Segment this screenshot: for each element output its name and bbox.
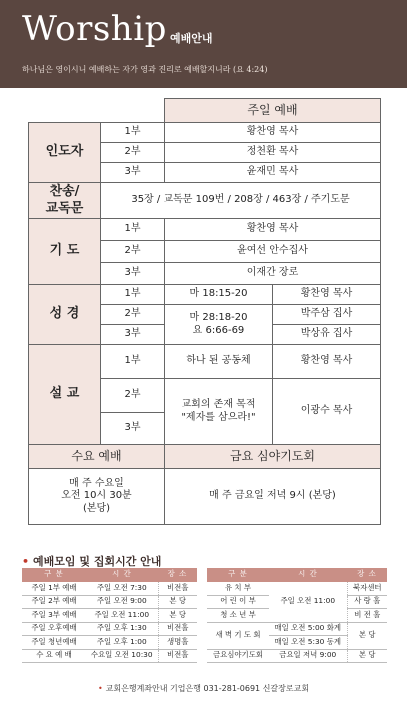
worship-table: [28, 98, 381, 525]
prayer-name: 황찬영 목사: [165, 219, 381, 241]
table-row: [22, 636, 197, 650]
col-header-name: 구 분: [22, 568, 86, 582]
event-name: 주일 오후예배: [22, 622, 86, 636]
table-row: [207, 622, 387, 636]
scripture-reader: 박주삼 집사: [273, 305, 381, 325]
scripture-ref-line2: 요 6:66-69: [192, 324, 245, 336]
event-place: 사 랑 홀: [347, 595, 387, 609]
col-header-time: 시 간: [269, 568, 347, 582]
friday-info: 매 주 금요일 저녁 9시 (본당): [165, 469, 381, 525]
col-header-name: 구 분: [207, 568, 269, 582]
scripture-ref: 마 18:15-20: [165, 285, 273, 305]
event-name: 주일 청년예배: [22, 636, 86, 650]
friday-header: 금요 심야기도회: [165, 445, 381, 469]
part-cell: 2부: [101, 241, 165, 263]
event-time: 주일 오전 11:00: [269, 582, 347, 623]
event-name: 새 벽 기 도 회: [207, 622, 269, 649]
table-row: [207, 649, 387, 663]
page-header: [0, 0, 407, 88]
part-cell: 1부: [101, 123, 165, 143]
event-name: 수 요 예 배: [22, 649, 86, 663]
event-place: 비전홀: [158, 582, 197, 596]
event-time: 금요일 저녁 9:00: [269, 649, 347, 663]
prayer-label: 기 도: [29, 219, 101, 285]
sermon-title: 하나 된 공동체: [165, 345, 273, 379]
leader-name: 윤재민 목사: [165, 163, 381, 183]
event-place: 비 전 홀: [347, 609, 387, 623]
event-name: 금요심야기도회: [207, 649, 269, 663]
event-place: 본 당: [347, 622, 387, 649]
prayer-name: 이재간 장로: [165, 263, 381, 285]
leader-name: 정천환 목사: [165, 143, 381, 163]
hymn-label-line1: 찬송/: [49, 184, 80, 200]
leader-label: 인도자: [29, 123, 101, 183]
sunday-header: 주일 예배: [165, 99, 381, 123]
table-row: [22, 649, 197, 663]
event-name: 주일 2부 예배: [22, 595, 86, 609]
page-subtitle: 예배안내: [170, 32, 213, 45]
hymn-label: [29, 183, 101, 219]
bullet-icon: •: [22, 555, 30, 568]
schedule-table-right: [207, 568, 387, 663]
table-row: [22, 595, 197, 609]
event-time: 주일 오전 9:00: [86, 595, 158, 609]
table-row: [22, 609, 197, 623]
event-time: 매일 오전 5:30 동계: [269, 636, 347, 650]
event-name: 주일 1부 예배: [22, 582, 86, 596]
schedule-title-text: 예배모임 및 집회시간 안내: [33, 555, 162, 568]
part-cell: 2부: [101, 379, 165, 413]
wednesday-line3: (본당): [82, 502, 111, 514]
part-cell: 3부: [101, 263, 165, 285]
hymn-label-line2: 교독문: [45, 200, 84, 216]
event-time: 주일 오전 7:30: [86, 582, 158, 596]
col-header-time: 시 간: [86, 568, 158, 582]
schedule-title: [22, 553, 161, 569]
event-place: 본 당: [158, 609, 197, 623]
event-place: 비전홀: [158, 622, 197, 636]
event-place: 북자센터: [347, 582, 387, 596]
sermon-preacher: 황찬영 목사: [273, 345, 381, 379]
bullet-icon: •: [97, 684, 103, 693]
part-cell: 3부: [101, 163, 165, 183]
wednesday-line1: 매 주 수요일: [69, 477, 124, 489]
scripture-label: 성 경: [29, 285, 101, 345]
sermon-title-line1: 교회의 존재 목적: [181, 399, 256, 410]
table-row: [22, 582, 197, 596]
schedule-header-row: [207, 568, 387, 582]
event-time: 매일 오전 5:00 화계: [269, 622, 347, 636]
schedule-table-left: [22, 568, 197, 663]
scripture-ref: [165, 305, 273, 345]
table-row: [22, 622, 197, 636]
scripture-ref-line1: 마 28:18-20: [189, 312, 248, 323]
sermon-preacher: 이광수 목사: [273, 379, 381, 445]
col-header-place: 장 소: [158, 568, 197, 582]
part-cell: 1부: [101, 345, 165, 379]
event-time: 수요일 오전 10:30: [86, 649, 158, 663]
table-row: [207, 582, 387, 596]
event-place: 생명홀: [158, 636, 197, 650]
scripture-reader: 황찬영 목사: [273, 285, 381, 305]
event-place: 비전홀: [158, 649, 197, 663]
table-corner: [29, 99, 165, 123]
sermon-label: 설 교: [29, 345, 101, 445]
scripture-reader: 박상유 집사: [273, 325, 381, 345]
event-name: 어 린 이 부: [207, 595, 269, 609]
part-cell: 1부: [101, 285, 165, 305]
part-cell: 2부: [101, 143, 165, 163]
sermon-title: [165, 379, 273, 445]
wednesday-header: 수요 예배: [29, 445, 165, 469]
prayer-name: 윤여선 안수집사: [165, 241, 381, 263]
event-name: 주일 3부 예배: [22, 609, 86, 623]
event-name: 청 소 년 부: [207, 609, 269, 623]
schedule-header-row: [22, 568, 197, 582]
event-place: 본 당: [347, 649, 387, 663]
part-cell: 3부: [101, 325, 165, 345]
event-time: 주일 오후 1:30: [86, 622, 158, 636]
wednesday-info: [29, 469, 165, 525]
leader-name: 황찬영 목사: [165, 123, 381, 143]
sermon-title-line2: "제자를 삼으라!": [181, 411, 256, 423]
event-time: 주일 오전 11:00: [86, 609, 158, 623]
event-place: 본 당: [158, 595, 197, 609]
wednesday-line2: 오전 10시 30분: [61, 490, 132, 502]
bible-verse: 하나님은 영이시니 예배하는 자가 영과 진리로 예배할지니라 (요 4:24): [22, 65, 268, 74]
part-cell: 1부: [101, 219, 165, 241]
event-name: 유 치 부: [207, 582, 269, 596]
footer-text: 교회은행계좌안내 기업은행 031-281-0691 신갈장로교회: [105, 684, 310, 693]
bank-account-footer: [0, 683, 407, 694]
col-header-place: 장 소: [347, 568, 387, 582]
part-cell: 2부: [101, 305, 165, 325]
page-title: Worship: [22, 9, 167, 49]
hymn-text: 35장 / 교독문 109번 / 208장 / 463장 / 주기도문: [101, 183, 381, 219]
event-time: 주일 오후 1:00: [86, 636, 158, 650]
part-cell: 3부: [101, 413, 165, 445]
